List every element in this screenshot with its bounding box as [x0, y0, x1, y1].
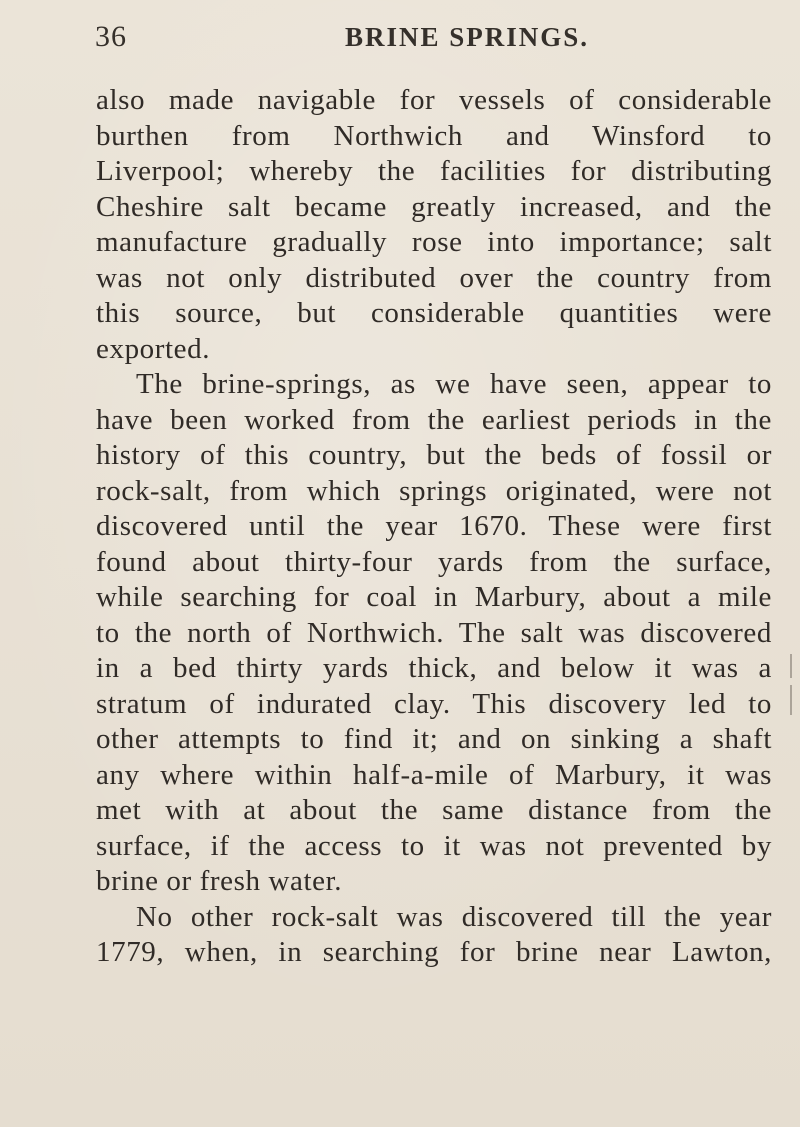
- text-line: rock-salt, from which springs originated, were not: [96, 474, 772, 507]
- text-line: history of this country, but the beds of fossil or: [96, 439, 772, 471]
- running-title: BRINE SPRINGS.: [345, 22, 590, 52]
- page-edge-mark: [790, 654, 792, 678]
- text-line: met with at about the same distance from the: [96, 794, 772, 826]
- paragraph-end-line: exported.: [96, 332, 211, 365]
- paragraph-start-line: No other rock-salt was discovered till the year: [136, 900, 772, 933]
- body-text: [96, 83, 772, 971]
- text-line: Cheshire salt became greatly increased, and the: [96, 190, 772, 223]
- text-line: any where within half-a-mile of Marbury, it was: [96, 758, 772, 791]
- text-line: surface, if the access to it was not prevented by: [96, 829, 772, 862]
- text-line: stratum of indurated clay. This discovery led to: [96, 687, 772, 720]
- text-line: other attempts to find it; and on sinking a shaft: [96, 723, 772, 755]
- text-line: also made navigable for vessels of considerable: [96, 84, 772, 116]
- text-line: have been worked from the earliest periods in the: [96, 403, 772, 436]
- text-line: 1779, when, in searching for brine near Lawton,: [96, 936, 772, 968]
- text-line: this source, but considerable quantities were: [96, 297, 772, 329]
- text-line: in a bed thirty yards thick, and below it was a: [96, 652, 772, 684]
- text-line: found about thirty-four yards from the surface,: [96, 545, 772, 578]
- text-line: while searching for coal in Marbury, about a mile: [96, 581, 772, 613]
- text-line: was not only distributed over the country from: [96, 261, 772, 294]
- paragraph-end-line: brine or fresh water.: [96, 865, 343, 897]
- page-header: [0, 20, 800, 60]
- text-line: manufacture gradually rose into importance; salt: [96, 226, 772, 258]
- text-line: Liverpool; whereby the facilities for distributing: [96, 155, 772, 187]
- page-number: 36: [95, 20, 127, 53]
- text-line: discovered until the year 1670. These were first: [96, 510, 772, 542]
- text-line: burthen from Northwich and Winsford to: [96, 119, 772, 152]
- paragraph-start-line: The brine-springs, as we have seen, appear to: [136, 368, 772, 400]
- text-line: to the north of Northwich. The salt was discovered: [96, 616, 772, 649]
- page-edge-mark: [790, 685, 792, 715]
